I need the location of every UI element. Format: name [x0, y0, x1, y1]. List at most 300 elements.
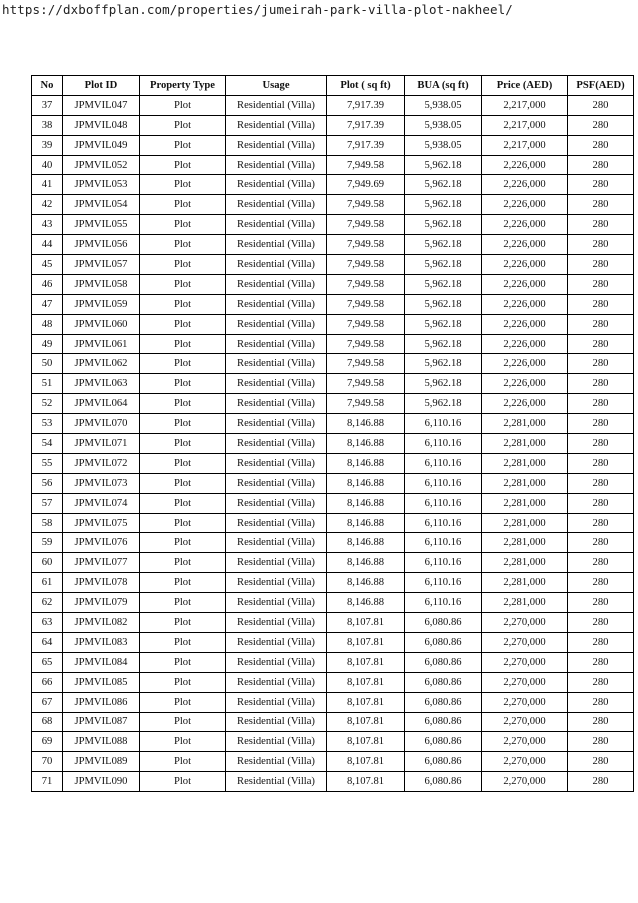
cell-price: 2,281,000	[482, 493, 568, 513]
cell-property-type: Plot	[140, 334, 226, 354]
table-row	[32, 135, 634, 155]
cell-bua: 5,962.18	[405, 374, 482, 394]
table-row	[32, 175, 634, 195]
cell-property-type: Plot	[140, 414, 226, 434]
cell-bua: 6,110.16	[405, 553, 482, 573]
cell-bua: 5,962.18	[405, 314, 482, 334]
table-row	[32, 394, 634, 414]
cell-property-type: Plot	[140, 434, 226, 454]
cell-no: 40	[32, 155, 63, 175]
cell-plot-id: JPMVIL086	[63, 692, 140, 712]
cell-usage: Residential (Villa)	[226, 513, 327, 533]
cell-usage: Residential (Villa)	[226, 155, 327, 175]
header-price: Price (AED)	[482, 76, 568, 96]
cell-price: 2,226,000	[482, 334, 568, 354]
cell-property-type: Plot	[140, 155, 226, 175]
table-row	[32, 712, 634, 732]
cell-property-type: Plot	[140, 255, 226, 275]
cell-plot-id: JPMVIL063	[63, 374, 140, 394]
cell-plot-area: 8,107.81	[327, 732, 405, 752]
table-row	[32, 573, 634, 593]
cell-property-type: Plot	[140, 135, 226, 155]
table-row	[32, 215, 634, 235]
cell-bua: 5,938.05	[405, 135, 482, 155]
cell-no: 63	[32, 613, 63, 633]
cell-property-type: Plot	[140, 195, 226, 215]
cell-usage: Residential (Villa)	[226, 115, 327, 135]
table-row	[32, 593, 634, 613]
table-row	[32, 453, 634, 473]
table-row	[32, 732, 634, 752]
cell-price: 2,270,000	[482, 613, 568, 633]
cell-usage: Residential (Villa)	[226, 613, 327, 633]
cell-bua: 6,080.86	[405, 732, 482, 752]
table-row	[32, 473, 634, 493]
table-row	[32, 274, 634, 294]
cell-psf: 280	[568, 95, 634, 115]
page-url: https://dxboffplan.com/properties/jumeirah-park-villa-plot-nakheel/	[2, 2, 513, 17]
cell-no: 51	[32, 374, 63, 394]
cell-psf: 280	[568, 215, 634, 235]
cell-no: 61	[32, 573, 63, 593]
cell-no: 60	[32, 553, 63, 573]
cell-plot-id: JPMVIL075	[63, 513, 140, 533]
cell-property-type: Plot	[140, 354, 226, 374]
cell-bua: 6,110.16	[405, 493, 482, 513]
table-row	[32, 235, 634, 255]
table-row	[32, 374, 634, 394]
cell-usage: Residential (Villa)	[226, 632, 327, 652]
cell-usage: Residential (Villa)	[226, 772, 327, 792]
cell-bua: 6,110.16	[405, 533, 482, 553]
cell-bua: 5,962.18	[405, 394, 482, 414]
cell-plot-area: 8,107.81	[327, 712, 405, 732]
cell-price: 2,270,000	[482, 632, 568, 652]
cell-plot-area: 8,107.81	[327, 652, 405, 672]
cell-property-type: Plot	[140, 752, 226, 772]
cell-usage: Residential (Villa)	[226, 414, 327, 434]
header-plot-area: Plot ( sq ft)	[327, 76, 405, 96]
table-row	[32, 195, 634, 215]
table-row	[32, 155, 634, 175]
cell-no: 42	[32, 195, 63, 215]
cell-price: 2,226,000	[482, 374, 568, 394]
cell-plot-area: 8,107.81	[327, 613, 405, 633]
header-property-type: Property Type	[140, 76, 226, 96]
cell-plot-id: JPMVIL074	[63, 493, 140, 513]
cell-property-type: Plot	[140, 374, 226, 394]
cell-usage: Residential (Villa)	[226, 294, 327, 314]
cell-plot-id: JPMVIL047	[63, 95, 140, 115]
cell-price: 2,226,000	[482, 215, 568, 235]
cell-no: 65	[32, 652, 63, 672]
cell-plot-id: JPMVIL089	[63, 752, 140, 772]
cell-plot-area: 8,146.88	[327, 434, 405, 454]
table-row	[32, 414, 634, 434]
table-row	[32, 513, 634, 533]
cell-psf: 280	[568, 613, 634, 633]
cell-price: 2,281,000	[482, 573, 568, 593]
cell-bua: 6,080.86	[405, 652, 482, 672]
cell-psf: 280	[568, 314, 634, 334]
cell-price: 2,226,000	[482, 175, 568, 195]
header-usage: Usage	[226, 76, 327, 96]
cell-plot-id: JPMVIL072	[63, 453, 140, 473]
table-body	[32, 95, 634, 791]
cell-price: 2,226,000	[482, 195, 568, 215]
cell-plot-area: 7,917.39	[327, 115, 405, 135]
cell-bua: 5,962.18	[405, 195, 482, 215]
cell-usage: Residential (Villa)	[226, 553, 327, 573]
cell-property-type: Plot	[140, 652, 226, 672]
cell-psf: 280	[568, 513, 634, 533]
cell-usage: Residential (Villa)	[226, 712, 327, 732]
header-plot-id: Plot ID	[63, 76, 140, 96]
cell-property-type: Plot	[140, 115, 226, 135]
cell-property-type: Plot	[140, 533, 226, 553]
cell-plot-area: 7,949.58	[327, 294, 405, 314]
cell-plot-area: 8,107.81	[327, 672, 405, 692]
cell-property-type: Plot	[140, 175, 226, 195]
cell-bua: 5,938.05	[405, 95, 482, 115]
cell-usage: Residential (Villa)	[226, 672, 327, 692]
cell-property-type: Plot	[140, 235, 226, 255]
cell-no: 37	[32, 95, 63, 115]
cell-bua: 5,962.18	[405, 255, 482, 275]
cell-plot-id: JPMVIL071	[63, 434, 140, 454]
cell-property-type: Plot	[140, 632, 226, 652]
cell-usage: Residential (Villa)	[226, 434, 327, 454]
cell-price: 2,226,000	[482, 394, 568, 414]
cell-price: 2,217,000	[482, 115, 568, 135]
cell-usage: Residential (Villa)	[226, 95, 327, 115]
cell-price: 2,270,000	[482, 772, 568, 792]
cell-price: 2,281,000	[482, 434, 568, 454]
cell-plot-area: 8,146.88	[327, 513, 405, 533]
table-header	[32, 76, 634, 96]
table-row	[32, 652, 634, 672]
cell-usage: Residential (Villa)	[226, 314, 327, 334]
cell-no: 69	[32, 732, 63, 752]
cell-usage: Residential (Villa)	[226, 334, 327, 354]
cell-bua: 6,110.16	[405, 573, 482, 593]
cell-plot-id: JPMVIL084	[63, 652, 140, 672]
cell-psf: 280	[568, 155, 634, 175]
cell-no: 48	[32, 314, 63, 334]
cell-bua: 5,962.18	[405, 175, 482, 195]
cell-psf: 280	[568, 195, 634, 215]
cell-plot-area: 7,949.58	[327, 155, 405, 175]
cell-psf: 280	[568, 394, 634, 414]
cell-price: 2,281,000	[482, 414, 568, 434]
cell-psf: 280	[568, 473, 634, 493]
cell-psf: 280	[568, 354, 634, 374]
cell-usage: Residential (Villa)	[226, 195, 327, 215]
cell-psf: 280	[568, 294, 634, 314]
cell-plot-id: JPMVIL058	[63, 274, 140, 294]
cell-price: 2,281,000	[482, 553, 568, 573]
cell-bua: 6,110.16	[405, 513, 482, 533]
cell-plot-id: JPMVIL053	[63, 175, 140, 195]
cell-bua: 5,962.18	[405, 274, 482, 294]
cell-usage: Residential (Villa)	[226, 274, 327, 294]
cell-usage: Residential (Villa)	[226, 135, 327, 155]
header-no: No	[32, 76, 63, 96]
cell-no: 54	[32, 434, 63, 454]
cell-psf: 280	[568, 573, 634, 593]
cell-price: 2,226,000	[482, 314, 568, 334]
cell-property-type: Plot	[140, 672, 226, 692]
cell-property-type: Plot	[140, 394, 226, 414]
cell-property-type: Plot	[140, 493, 226, 513]
cell-psf: 280	[568, 632, 634, 652]
cell-bua: 6,110.16	[405, 473, 482, 493]
cell-property-type: Plot	[140, 593, 226, 613]
cell-plot-id: JPMVIL077	[63, 553, 140, 573]
cell-plot-id: JPMVIL056	[63, 235, 140, 255]
cell-plot-area: 8,146.88	[327, 414, 405, 434]
cell-psf: 280	[568, 135, 634, 155]
cell-psf: 280	[568, 752, 634, 772]
cell-psf: 280	[568, 434, 634, 454]
cell-plot-area: 8,146.88	[327, 453, 405, 473]
cell-psf: 280	[568, 593, 634, 613]
cell-no: 71	[32, 772, 63, 792]
cell-no: 68	[32, 712, 63, 732]
cell-plot-id: JPMVIL055	[63, 215, 140, 235]
cell-usage: Residential (Villa)	[226, 692, 327, 712]
plots-table	[31, 75, 634, 792]
cell-psf: 280	[568, 334, 634, 354]
cell-plot-area: 8,146.88	[327, 473, 405, 493]
cell-plot-id: JPMVIL049	[63, 135, 140, 155]
cell-usage: Residential (Villa)	[226, 493, 327, 513]
cell-bua: 5,962.18	[405, 334, 482, 354]
cell-no: 67	[32, 692, 63, 712]
cell-bua: 6,080.86	[405, 613, 482, 633]
cell-bua: 6,110.16	[405, 593, 482, 613]
table-row	[32, 334, 634, 354]
cell-plot-id: JPMVIL073	[63, 473, 140, 493]
cell-plot-area: 8,146.88	[327, 593, 405, 613]
cell-no: 70	[32, 752, 63, 772]
cell-property-type: Plot	[140, 215, 226, 235]
cell-price: 2,226,000	[482, 255, 568, 275]
cell-usage: Residential (Villa)	[226, 533, 327, 553]
cell-price: 2,281,000	[482, 453, 568, 473]
cell-plot-id: JPMVIL064	[63, 394, 140, 414]
table-row	[32, 613, 634, 633]
table-row	[32, 354, 634, 374]
cell-plot-area: 7,949.69	[327, 175, 405, 195]
cell-bua: 5,962.18	[405, 235, 482, 255]
cell-plot-area: 7,949.58	[327, 394, 405, 414]
cell-property-type: Plot	[140, 692, 226, 712]
cell-plot-id: JPMVIL070	[63, 414, 140, 434]
cell-plot-area: 7,949.58	[327, 195, 405, 215]
cell-plot-area: 8,107.81	[327, 632, 405, 652]
cell-psf: 280	[568, 235, 634, 255]
cell-bua: 5,962.18	[405, 215, 482, 235]
cell-bua: 6,080.86	[405, 712, 482, 732]
cell-plot-area: 8,107.81	[327, 752, 405, 772]
cell-no: 59	[32, 533, 63, 553]
cell-bua: 5,962.18	[405, 354, 482, 374]
cell-no: 39	[32, 135, 63, 155]
cell-plot-area: 7,949.58	[327, 274, 405, 294]
cell-psf: 280	[568, 493, 634, 513]
cell-usage: Residential (Villa)	[226, 473, 327, 493]
cell-no: 56	[32, 473, 63, 493]
cell-no: 55	[32, 453, 63, 473]
cell-property-type: Plot	[140, 772, 226, 792]
cell-bua: 6,080.86	[405, 672, 482, 692]
header-psf: PSF(AED)	[568, 76, 634, 96]
cell-psf: 280	[568, 414, 634, 434]
cell-plot-id: JPMVIL087	[63, 712, 140, 732]
cell-no: 43	[32, 215, 63, 235]
cell-usage: Residential (Villa)	[226, 235, 327, 255]
cell-plot-id: JPMVIL048	[63, 115, 140, 135]
cell-price: 2,270,000	[482, 652, 568, 672]
cell-no: 44	[32, 235, 63, 255]
cell-plot-area: 7,949.58	[327, 314, 405, 334]
cell-no: 52	[32, 394, 63, 414]
cell-psf: 280	[568, 692, 634, 712]
cell-price: 2,217,000	[482, 95, 568, 115]
cell-psf: 280	[568, 175, 634, 195]
cell-price: 2,270,000	[482, 672, 568, 692]
cell-price: 2,226,000	[482, 274, 568, 294]
cell-plot-area: 7,949.58	[327, 255, 405, 275]
cell-no: 64	[32, 632, 63, 652]
cell-plot-id: JPMVIL054	[63, 195, 140, 215]
cell-property-type: Plot	[140, 314, 226, 334]
cell-plot-area: 8,146.88	[327, 573, 405, 593]
cell-plot-id: JPMVIL083	[63, 632, 140, 652]
cell-psf: 280	[568, 533, 634, 553]
cell-price: 2,226,000	[482, 235, 568, 255]
cell-usage: Residential (Villa)	[226, 593, 327, 613]
cell-bua: 5,938.05	[405, 115, 482, 135]
cell-price: 2,226,000	[482, 294, 568, 314]
cell-plot-id: JPMVIL060	[63, 314, 140, 334]
cell-plot-area: 7,949.58	[327, 334, 405, 354]
cell-price: 2,281,000	[482, 513, 568, 533]
table-row	[32, 493, 634, 513]
table-row	[32, 672, 634, 692]
cell-no: 49	[32, 334, 63, 354]
cell-plot-area: 8,107.81	[327, 772, 405, 792]
cell-bua: 6,080.86	[405, 632, 482, 652]
cell-usage: Residential (Villa)	[226, 354, 327, 374]
cell-plot-id: JPMVIL078	[63, 573, 140, 593]
cell-property-type: Plot	[140, 553, 226, 573]
cell-usage: Residential (Villa)	[226, 175, 327, 195]
cell-plot-id: JPMVIL052	[63, 155, 140, 175]
cell-plot-id: JPMVIL088	[63, 732, 140, 752]
cell-psf: 280	[568, 732, 634, 752]
cell-plot-area: 8,146.88	[327, 493, 405, 513]
cell-plot-area: 7,949.58	[327, 235, 405, 255]
cell-no: 41	[32, 175, 63, 195]
cell-usage: Residential (Villa)	[226, 453, 327, 473]
cell-property-type: Plot	[140, 95, 226, 115]
cell-price: 2,217,000	[482, 135, 568, 155]
cell-bua: 6,110.16	[405, 414, 482, 434]
cell-plot-id: JPMVIL057	[63, 255, 140, 275]
cell-no: 38	[32, 115, 63, 135]
cell-no: 45	[32, 255, 63, 275]
cell-price: 2,270,000	[482, 712, 568, 732]
table-row	[32, 752, 634, 772]
cell-price: 2,226,000	[482, 354, 568, 374]
cell-usage: Residential (Villa)	[226, 752, 327, 772]
cell-no: 57	[32, 493, 63, 513]
cell-plot-id: JPMVIL061	[63, 334, 140, 354]
cell-no: 53	[32, 414, 63, 434]
cell-price: 2,281,000	[482, 593, 568, 613]
cell-plot-area: 7,949.58	[327, 215, 405, 235]
table-row	[32, 692, 634, 712]
cell-usage: Residential (Villa)	[226, 255, 327, 275]
table-row	[32, 434, 634, 454]
cell-property-type: Plot	[140, 453, 226, 473]
cell-property-type: Plot	[140, 573, 226, 593]
cell-psf: 280	[568, 553, 634, 573]
cell-plot-id: JPMVIL082	[63, 613, 140, 633]
cell-bua: 6,080.86	[405, 772, 482, 792]
cell-bua: 5,962.18	[405, 294, 482, 314]
cell-plot-id: JPMVIL079	[63, 593, 140, 613]
cell-psf: 280	[568, 374, 634, 394]
cell-price: 2,270,000	[482, 732, 568, 752]
cell-plot-id: JPMVIL062	[63, 354, 140, 374]
table-row	[32, 533, 634, 553]
table-row	[32, 115, 634, 135]
cell-psf: 280	[568, 772, 634, 792]
cell-bua: 5,962.18	[405, 155, 482, 175]
cell-plot-area: 8,146.88	[327, 553, 405, 573]
table-row	[32, 553, 634, 573]
cell-no: 66	[32, 672, 63, 692]
cell-property-type: Plot	[140, 294, 226, 314]
cell-price: 2,281,000	[482, 533, 568, 553]
cell-bua: 6,110.16	[405, 434, 482, 454]
cell-psf: 280	[568, 274, 634, 294]
cell-property-type: Plot	[140, 732, 226, 752]
cell-price: 2,281,000	[482, 473, 568, 493]
header-row	[32, 76, 634, 96]
cell-price: 2,270,000	[482, 692, 568, 712]
table-row	[32, 294, 634, 314]
cell-usage: Residential (Villa)	[226, 652, 327, 672]
cell-psf: 280	[568, 712, 634, 732]
cell-property-type: Plot	[140, 712, 226, 732]
cell-no: 58	[32, 513, 63, 533]
cell-plot-area: 8,146.88	[327, 533, 405, 553]
cell-property-type: Plot	[140, 513, 226, 533]
header-bua: BUA (sq ft)	[405, 76, 482, 96]
cell-usage: Residential (Villa)	[226, 732, 327, 752]
cell-property-type: Plot	[140, 473, 226, 493]
cell-usage: Residential (Villa)	[226, 394, 327, 414]
cell-no: 50	[32, 354, 63, 374]
cell-property-type: Plot	[140, 274, 226, 294]
cell-plot-area: 7,949.58	[327, 374, 405, 394]
cell-usage: Residential (Villa)	[226, 573, 327, 593]
cell-no: 46	[32, 274, 63, 294]
